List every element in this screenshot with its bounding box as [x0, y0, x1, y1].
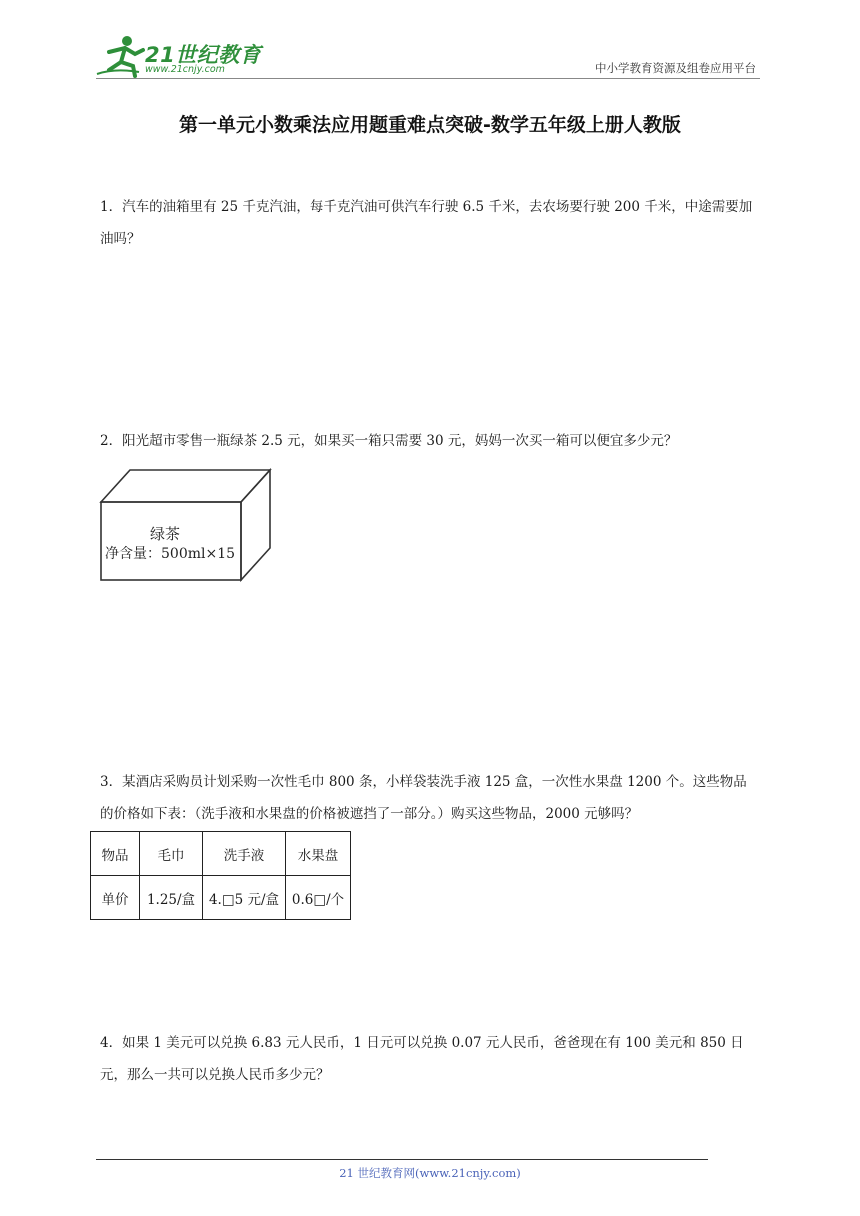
logo-text: 21世纪教育 [145, 43, 262, 67]
box-label-name: 绿茶 [150, 525, 181, 543]
table-cell: 毛巾 [140, 832, 203, 876]
logo-url: www.21cnjy.com [145, 64, 225, 75]
question-4: 4．如果 1 美元可以兑换 6.83 元人民币，1 日元可以兑换 0.07 元人民币，爸爸现在有 100 美元和 850 日元，那么一共可以兑换人民币多少元？ [100, 1035, 744, 1083]
table-cell: 1.25/盒 [140, 876, 203, 920]
header-divider [96, 78, 760, 79]
price-table [90, 831, 351, 920]
page-title: 第一单元小数乘法应用题重难点突破-数学五年级上册人教版 [179, 114, 681, 136]
table-row [91, 832, 351, 876]
table-cell: 单价 [91, 876, 140, 920]
footer-divider [96, 1159, 708, 1160]
platform-label: 中小学教育资源及组卷应用平台 [595, 61, 756, 75]
table-row [91, 876, 351, 920]
table-cell: 水果盘 [286, 832, 351, 876]
table-cell: 洗手液 [203, 832, 286, 876]
question-2: 2．阳光超市零售一瓶绿茶 2.5 元，如果买一箱只需要 30 元，妈妈一次买一箱可以便宜多少元？ [100, 433, 678, 449]
question-1: 1．汽车的油箱里有 25 千克汽油，每千克汽油可供汽车行驶 6.5 千米，去农场要行驶 200 千米，中途需要加油吗？ [100, 199, 753, 247]
box-label-spec: 净含量：500ml×15 [105, 546, 236, 562]
table-cell: 4.□5 元/盒 [203, 876, 286, 920]
green-tea-box-illustration [98, 466, 274, 584]
table-cell: 物品 [91, 832, 140, 876]
footer-link[interactable]: 21 世纪教育网(www.21cnjy.com) [339, 1166, 521, 1180]
question-3: 3．某酒店采购员计划采购一次性毛巾 800 条，小样袋装洗手液 125 盒，一次性水果盘 1200 个。这些物品的价格如下表：（洗手液和水果盘的价格被遮挡了一部分。）购买这些物品，2000 元够吗？ [100, 774, 747, 822]
table-cell: 0.6□/个 [286, 876, 351, 920]
